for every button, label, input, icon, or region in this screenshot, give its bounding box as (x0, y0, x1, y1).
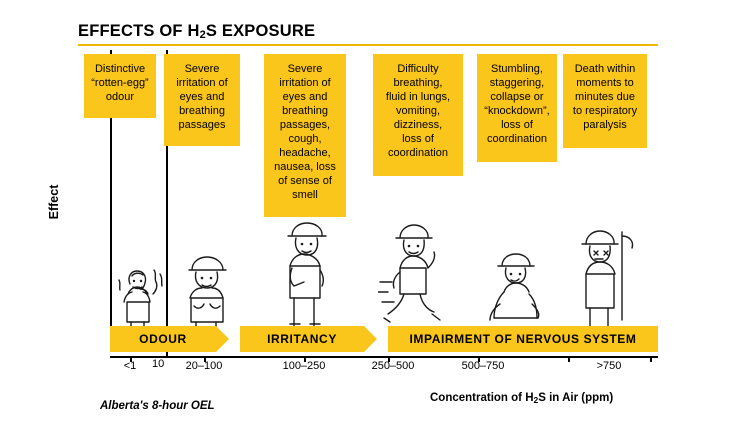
x-axis-label: Concentration of $H_2S$ in Air (ppm) (430, 392, 614, 405)
xtick-label-4: 250–500 (371, 360, 415, 372)
callout-death: Death within moments to minutes due to respiratory paralysis (563, 54, 647, 148)
category-bands (110, 326, 658, 352)
xtick-label-1: <1 (123, 360, 137, 372)
oel-note: Alberta's 8-hour OEL (100, 400, 215, 412)
callout-difficulty-breathing: Difficulty breathing, fluid in lungs, vomiting, dizziness, loss of coordination (373, 54, 463, 176)
callout-severe-irritation-extended: Severe irritation of eyes and breathing passages, cough, headache, nausea, loss of sense of smell (264, 54, 346, 217)
callout-stumbling: Stumbling, staggering, collapse or “knockdown”, loss of coordination (477, 54, 557, 162)
xtick-label-6: >750 (596, 360, 622, 372)
title-divider (78, 44, 658, 46)
page-title (78, 22, 315, 41)
oel-value-label: 10 (152, 358, 165, 370)
page-title-post: S EXPOSURE (205, 22, 316, 40)
band-arrow-irritancy (364, 326, 377, 352)
figure-death-worker (566, 226, 646, 332)
figure-smelling-odour (110, 250, 180, 330)
x-axis-line (110, 356, 658, 358)
figure-irritated-eyes (176, 248, 248, 332)
band-irritancy: IRRITANCY (240, 326, 364, 352)
xtick-label-5: 500–750 (461, 360, 505, 372)
xtick-label-3: 100–250 (282, 360, 326, 372)
page-title-sub: 2 (199, 29, 206, 41)
y-axis-label: Effect (47, 184, 61, 220)
callout-severe-irritation: Severe irritation of eyes and breathing passages (164, 54, 240, 146)
band-odour: ODOUR (110, 326, 216, 352)
band-arrow-odour (216, 326, 229, 352)
band-impairment: IMPAIRMENT OF NERVOUS SYSTEM (388, 326, 658, 352)
figure-coughing-worker (272, 218, 348, 332)
figure-collapsed-worker (480, 248, 556, 332)
page-title-pre: EFFECTS OF H (78, 22, 200, 40)
xtick-label-2: 20–100 (185, 360, 223, 372)
callout-odour: Distinctive “rotten-egg” odour (84, 54, 156, 118)
figure-running-worker (378, 222, 460, 332)
